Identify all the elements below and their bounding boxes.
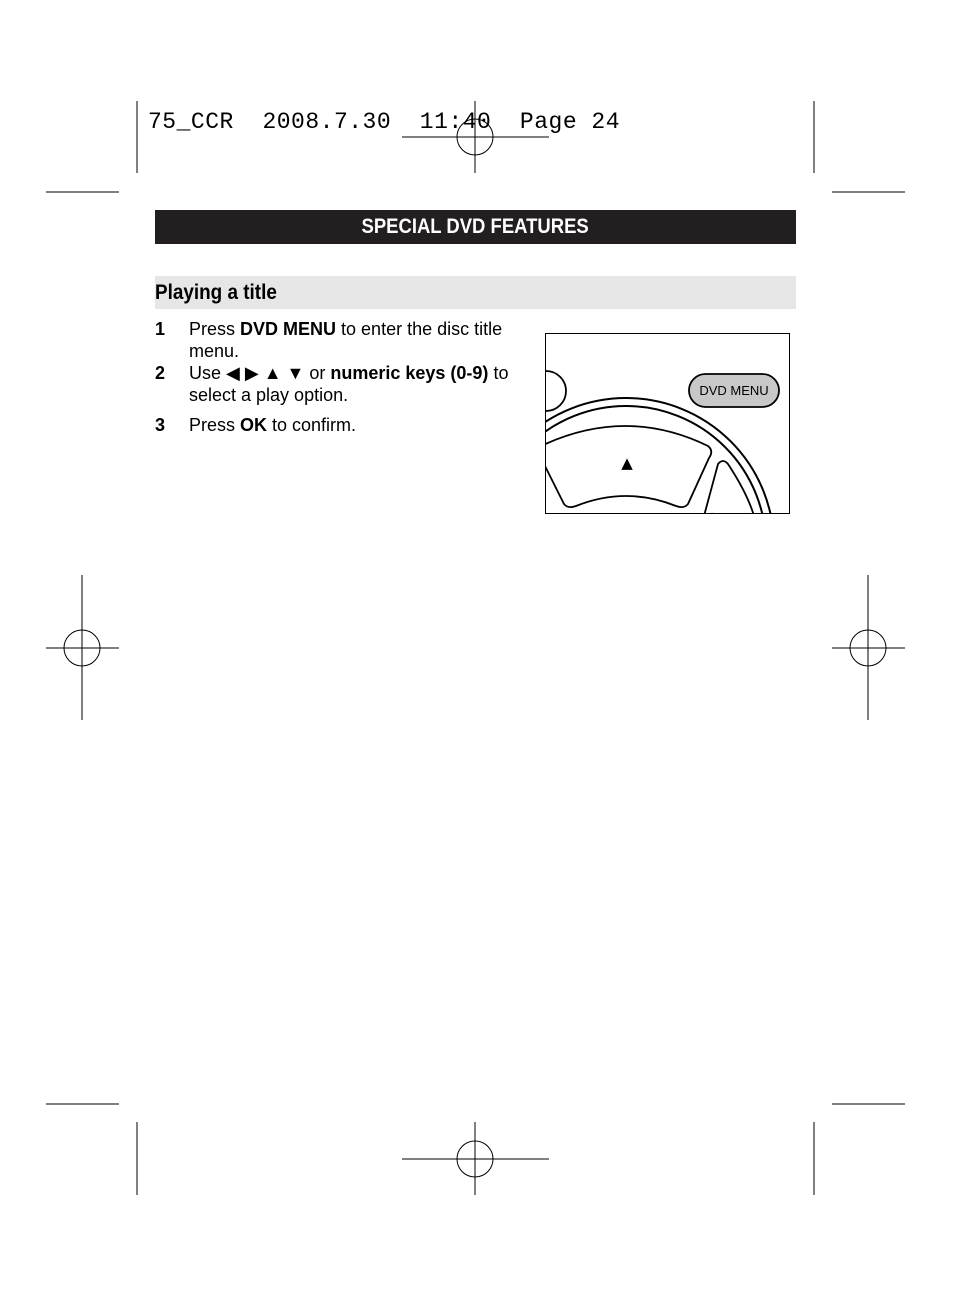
arrow-keys-icon: ◀ ▶ ▲ ▼ <box>226 363 305 383</box>
step-number: 2 <box>155 363 166 383</box>
key-name: DVD MENU <box>240 319 337 339</box>
section-title: SPECIAL DVD FEATURES <box>361 215 590 238</box>
dvd-menu-button-label: DVD MENU <box>699 383 769 398</box>
step-text-part: to confirm. <box>267 415 357 435</box>
remote-control-icon <box>546 334 790 514</box>
slug-time: 11:40 <box>419 109 492 135</box>
key-name: OK <box>240 415 268 435</box>
step-text-part: or <box>304 363 331 383</box>
step-1 <box>155 318 540 362</box>
step-2 <box>155 362 540 406</box>
step-text <box>189 414 540 436</box>
step-text <box>189 318 540 362</box>
step-text <box>189 362 540 406</box>
remote-control-illustration <box>545 333 790 514</box>
subsection-title: Playing a title <box>155 280 277 304</box>
step-number: 1 <box>155 319 166 339</box>
step-text-part: Press <box>189 319 241 339</box>
slug-page: Page 24 <box>519 109 621 135</box>
print-slug <box>148 108 620 136</box>
section-header <box>155 210 796 244</box>
subsection-header <box>155 276 796 309</box>
instruction-steps <box>155 318 540 436</box>
step-3 <box>155 414 540 436</box>
step-text-part: to enter the disc title menu. <box>189 319 503 361</box>
slug-job: 75_CCR <box>148 109 234 135</box>
step-text-part: Use <box>189 363 227 383</box>
up-arrow-icon: ▲ <box>621 454 633 472</box>
key-name: numeric keys (0-9) <box>330 363 489 383</box>
step-text-part: Press <box>189 415 241 435</box>
slug-date: 2008.7.30 <box>262 109 392 135</box>
step-text-part: to select a play option. <box>189 363 509 405</box>
step-number: 3 <box>155 415 166 435</box>
